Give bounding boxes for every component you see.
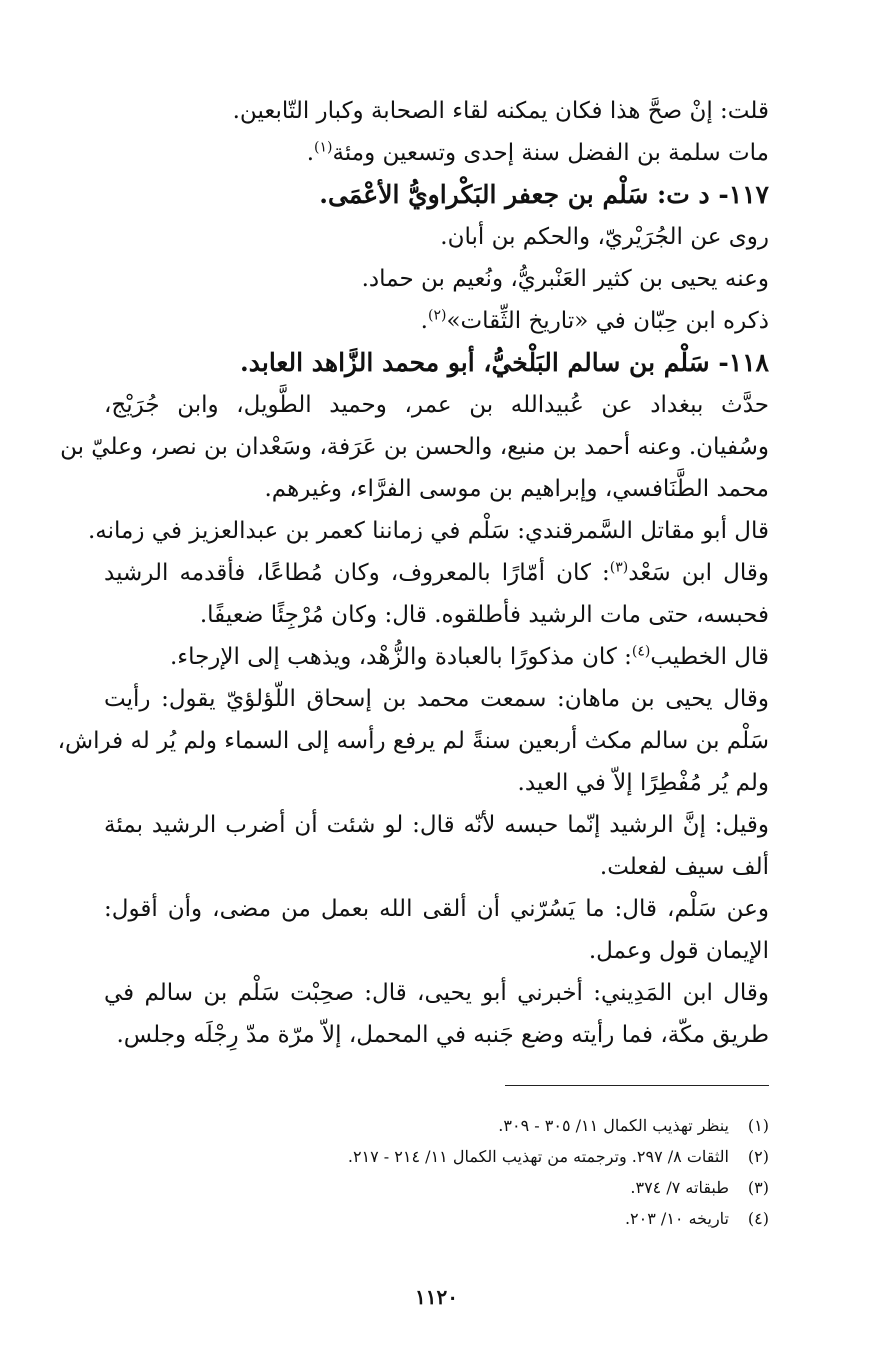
entry-heading-118 [0,342,873,384]
footnotes [109,1110,769,1234]
footnote-number: (٤) [747,1209,769,1228]
heading-text: ١١٨- سَلْم بن سالم البَلْخيُّ، أبو محمد الزَّاهد العابد. [240,348,769,377]
heading-text: ١١٧- د ت: سَلْم بن جعفر البَكْراويُّ الأعْمَى. [319,180,769,209]
line-text: وقال ابن المَدِيني: أخبرني أبو يحيى، قال: صحِبْت سَلْم بن سالم في [104,980,769,1006]
footnote-number: (١) [747,1116,769,1135]
text-line [0,300,873,342]
text-line [0,636,873,678]
text-line [0,720,873,762]
footnote-text: تاريخه ١٠/ ٢٠٣. [624,1209,729,1228]
line-text: مات سلمة بن الفضل سنة إحدى وتسعين ومئة$^{(١)}$. [306,139,769,166]
page-number: ١١٢٠ [415,1285,458,1309]
line-text: طريق مكّة، فما رأيته وضع جَنبه في المحمل، إلاّ مرّة مدّ رِجْلَه وجلس. [116,1022,769,1048]
line-text: وقال ابن سَعْد$^{(٣)}$: كان أمّارًا بالمعروف، وكان مُطاعًا، فأقدمه الرشيد [104,559,769,586]
main-text [0,90,873,1056]
line-text: ولم يُر مُفْطِرًا إلاّ في العيد. [517,770,769,796]
text-line [0,762,873,804]
line-text: محمد الطَّنَافسي، وإبراهيم بن موسى الفرَّاء، وغيرهم. [264,476,769,502]
text-line [0,594,873,636]
line-text: فحبسه، حتى مات الرشيد فأطلقوه. قال: وكان مُرْجِئًا ضعيفًا. [199,602,769,628]
text-line [0,804,873,846]
footnote-ref: (١) [314,139,333,156]
text-line [0,426,873,468]
footnote-text: الثقات ٨/ ٢٩٧. وترجمته من تهذيب الكمال ١١/ ٢١٤ - ٢١٧. [347,1147,729,1166]
text-line [0,1014,873,1056]
footnote-ref: (٢) [427,307,447,324]
text-line [0,846,873,888]
text-line [0,258,873,300]
text-line [0,888,873,930]
footnote-number: (٣) [747,1178,769,1197]
footnote-divider [505,1085,769,1086]
footnote-number: (٢) [747,1147,769,1166]
line-text: قلت: إنْ صحَّ هذا فكان يمكنه لقاء الصحابة وكبار التّابعين. [232,98,769,124]
text-line [0,468,873,510]
line-text: قال أبو مقاتل السَّمرقندي: سَلْم في زماننا كعمر بن عبدالعزيز في زمانه. [88,518,769,544]
text-line [0,678,873,720]
text-line [0,510,873,552]
text-line [0,972,873,1014]
entry-heading-117 [0,174,873,216]
line-text: الإيمان قول وعمل. [588,938,769,964]
text-line [0,216,873,258]
line-text: ذكره ابن حِبّان في «تاريخ الثِّقات»$^{(٢)}$. [420,307,769,334]
text-line [0,930,873,972]
text-line [0,90,873,132]
line-text: ألف سيف لفعلت. [599,854,769,880]
text-line [0,552,873,594]
footnote-text: طبقاته ٧/ ٣٧٤. [630,1178,729,1197]
line-text: قال الخطيب$^{(٤)}$: كان مذكورًا بالعبادة والزُّهْد، ويذهب إلى الإرجاء. [169,643,769,670]
footnote [109,1141,769,1172]
text-line [0,132,873,174]
footnote [109,1172,769,1203]
line-text: وقيل: إنَّ الرشيد إنّما حبسه لأنّه قال: لو شئت أن أضرب الرشيد بمئة [104,812,769,838]
footnote-text: ينظر تهذيب الكمال ١١/ ٣٠٥ - ٣٠٩. [498,1116,729,1135]
text-line [0,384,873,426]
footnote-ref: (٤) [631,643,651,660]
line-text: سَلْم بن سالم مكث أربعين سنةً لم يرفع رأسه إلى السماء ولم يُر له فراش، [57,728,769,754]
footnote [109,1110,769,1141]
line-text: وقال يحيى بن ماهان: سمعت محمد بن إسحاق اللّؤلؤيّ يقول: رأيت [104,686,769,712]
footnote-ref: (٣) [609,559,629,576]
line-text: وعن سَلْم، قال: ما يَسُرّني أن ألقى الله بعمل من مضى، وأن أقول: [104,896,769,922]
footnote [109,1203,769,1234]
line-text: حدَّث ببغداد عن عُبيدالله بن عمر، وحميد الطَّويل، وابن جُرَيْج، [104,392,769,418]
line-text: وعنه يحيى بن كثير العَنْبريُّ، ونُعيم بن حماد. [361,266,769,292]
line-text: روى عن الجُرَيْريّ، والحكم بن أبان. [440,224,769,250]
line-text: وسُفيان. وعنه أحمد بن منيع، والحسن بن عَرَفة، وسَعْدان بن نصر، وعليّ بن [60,434,769,460]
